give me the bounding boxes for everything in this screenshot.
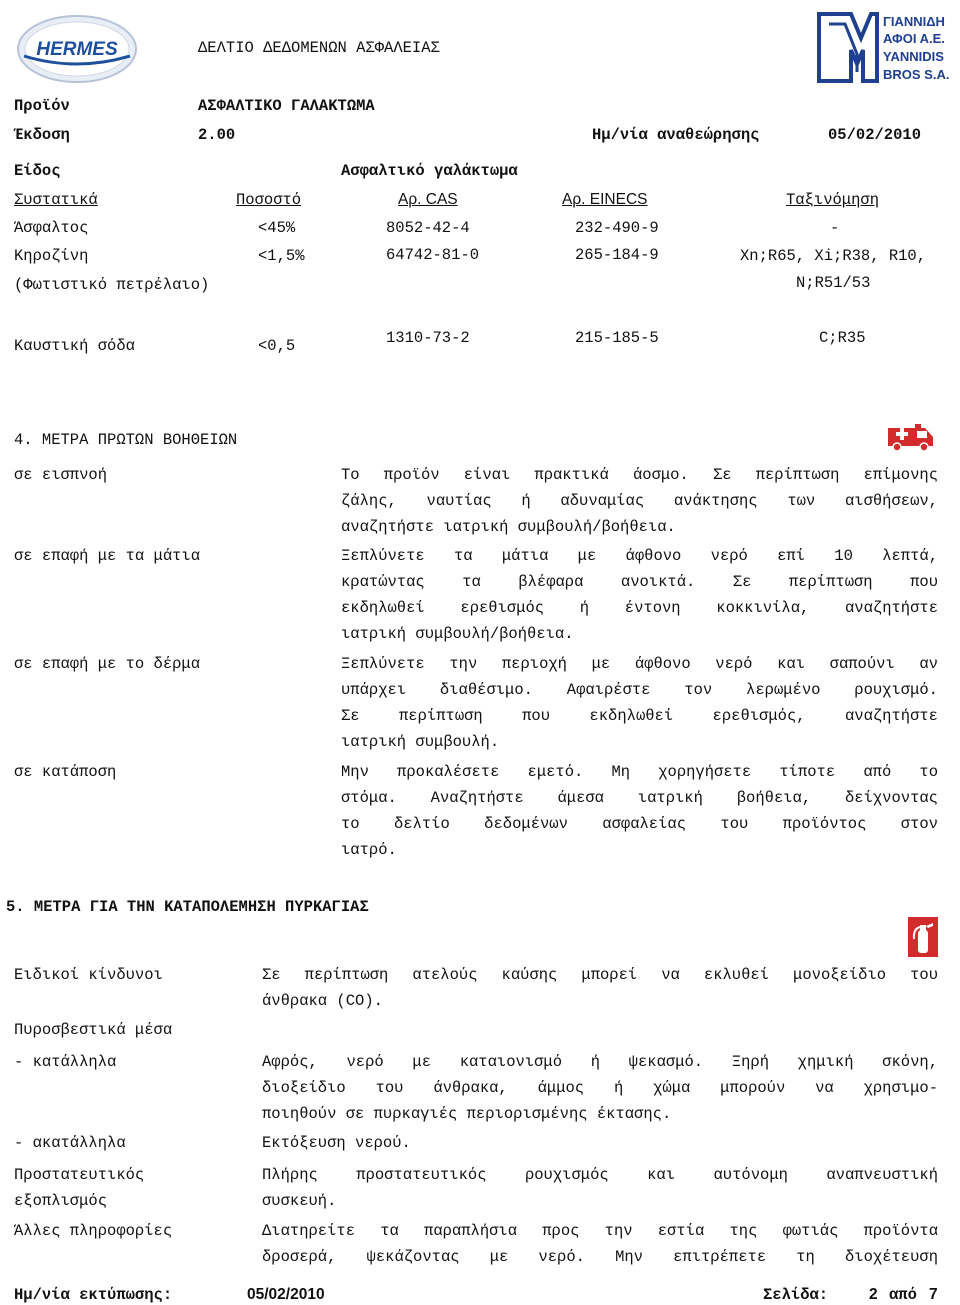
- svg-text:ΑΦΟΙ Α.Ε.: ΑΦΟΙ Α.Ε.: [883, 31, 945, 46]
- yannidis-logo: [815, 10, 955, 85]
- revision-date-label: Ημ/νία αναθεώρησης: [592, 126, 760, 144]
- protective-equipment-text: Πλήρης προστατευτικός ρουχισμός και αυτόνομη αναπνευστική συσκευή.: [262, 1166, 938, 1210]
- row-name: Κηροζίνη: [14, 247, 89, 265]
- first-aid-label-inhalation: σε εισπνοή: [14, 466, 108, 484]
- col-header-percent: Ποσοστό: [236, 191, 302, 209]
- row-classification: Xn;R65, Xi;R38, R10,: [740, 247, 927, 265]
- print-date-label: Ημ/νία εκτύπωσης:: [14, 1286, 173, 1304]
- other-info-label: Άλλες πληροφορίες: [14, 1222, 173, 1240]
- ambulance-icon: [885, 420, 937, 452]
- fire-extinguisher-icon: [908, 917, 938, 957]
- other-info-text: Διατηρείτε τα παραπλήσια προς την εστία της φωτιάς προϊόντα δροσερά, ψεκάζοντας με νερό. Μην επιτρέπετε τη διοχέτευση: [262, 1222, 938, 1266]
- row-percent: <1,5%: [258, 247, 305, 265]
- version-value: 2.00: [198, 126, 236, 144]
- row-cas: 64742-81-0: [386, 246, 480, 264]
- row-name-alt: (Φωτιστικό πετρέλαιο): [14, 276, 210, 294]
- first-aid-label-skin: σε επαφή με το δέρμα: [14, 655, 201, 673]
- row-classification: C;R35: [819, 329, 866, 347]
- row-einecs: 232-490-9: [575, 219, 659, 237]
- row-einecs: 215-185-5: [575, 329, 659, 347]
- row-classification: -: [830, 219, 840, 237]
- svg-text:ΓΙΑΝΝΙΔΗ: ΓΙΑΝΝΙΔΗ: [883, 14, 945, 29]
- section-4-title: 4. ΜΕΤΡΑ ΠΡΩΤΩΝ ΒΟΗΘΕΙΩΝ: [14, 431, 238, 449]
- col-header-classification: Ταξινόμηση: [786, 191, 880, 209]
- row-einecs: 265-184-9: [575, 246, 659, 264]
- protective-equipment-label: Προστατευτικός εξοπλισμός: [14, 1166, 145, 1210]
- row-classification-cont: N;R51/53: [796, 274, 871, 292]
- first-aid-text-eyes: Ξεπλύνετε τα μάτια με άφθονο νερό επί 10 λεπτά, κρατώντας τα βλέφαρα ανοικτά. Σε περίπτωση που εκδηλωθεί ερεθισμός ή έντονη κοκκινίλα, αναζητήστε ιατρική συμβουλή/βοήθεια.: [341, 547, 938, 643]
- print-date-value: 05/02/2010: [247, 1286, 325, 1303]
- extinguishing-media-label: Πυροσβεστικά μέσα: [14, 1021, 173, 1039]
- row-name: Άσφαλτος: [14, 219, 89, 237]
- row-percent: <0,5: [258, 337, 296, 355]
- page-label: Σελίδα:: [763, 1286, 829, 1304]
- type-label: Είδος: [14, 162, 61, 180]
- first-aid-text-inhalation: Το προϊόν είναι πρακτικά άοσμο. Σε περίπτωση επίμονης ζάλης, ναυτίας ή αδυναμίας ανάκτησης των αισθήσεων, αναζητήστε ιατρική συμβουλή/βοήθεια.: [341, 466, 938, 536]
- col-header-cas: Αρ. CAS: [398, 191, 458, 208]
- special-hazards-label: Ειδικοί κίνδυνοι: [14, 966, 163, 984]
- page-of-label: από: [889, 1286, 917, 1304]
- col-header-einecs: Αρ. EINECS: [562, 191, 648, 208]
- unsuitable-media-text: Εκτόξευση νερού.: [262, 1134, 411, 1152]
- page-total: 7: [929, 1286, 938, 1303]
- row-cas: 1310-73-2: [386, 329, 470, 347]
- suitable-media-label: - κατάλληλα: [14, 1053, 117, 1071]
- row-cas: 8052-42-4: [386, 219, 470, 237]
- first-aid-text-ingestion: Μην προκαλέσετε εμετό. Μη χορηγήσετε τίποτε από το στόμα. Αναζητήστε άμεσα ιατρική βοήθεια, δείχνοντας το δελτίο δεδομένων ασφαλείας του προϊόντος στον ιατρό.: [341, 763, 938, 859]
- hermes-logo: [16, 14, 138, 84]
- row-percent: <45%: [258, 219, 296, 237]
- product-label: Προϊόν: [14, 97, 70, 115]
- document-title: ΔΕΛΤΙΟ ΔΕΔΟΜΕΝΩΝ ΑΣΦΑΛΕΙΑΣ: [198, 39, 440, 57]
- svg-text:YANNIDIS: YANNIDIS: [883, 49, 944, 64]
- revision-date-value: 05/02/2010: [828, 126, 922, 144]
- section-5-title: 5. ΜΕΤΡΑ ΓΙΑ ΤΗΝ ΚΑΤΑΠΟΛΕΜΗΣΗ ΠΥΡΚΑΓΙΑΣ: [6, 898, 369, 916]
- suitable-media-text: Αφρός, νερό με καταιονισμό ή ψεκασμό. Ξηρή χημική σκόνη, διοξείδιο του άνθρακα, άμμος ή χώμα μπορούν να χρησιμο- ποιηθούν σε πυρκαγιές περιορισμένης έκτασης.: [262, 1053, 938, 1123]
- svg-text:BROS S.A.: BROS S.A.: [883, 67, 950, 82]
- first-aid-label-ingestion: σε κατάποση: [14, 763, 117, 781]
- type-value: Ασφαλτικό γαλάκτωμα: [341, 162, 518, 180]
- version-label: Έκδοση: [14, 126, 70, 144]
- first-aid-label-eyes: σε επαφή με τα μάτια: [14, 547, 201, 565]
- unsuitable-media-label: - ακατάλληλα: [14, 1134, 126, 1152]
- page-current: 2: [869, 1286, 878, 1303]
- row-name: Καυστική σόδα: [14, 337, 135, 355]
- first-aid-text-skin: Ξεπλύνετε την περιοχή με άφθονο νερό και σαπούνι αν υπάρχει διαθέσιμο. Αφαιρέστε τον λερωμένο ρουχισμό. Σε περίπτωση που εκδηλωθεί ερεθισμός, αναζητήστε ιατρική συμβουλή.: [341, 655, 938, 751]
- hermes-logo-text: HERMES: [36, 39, 118, 60]
- special-hazards-text: Σε περίπτωση ατελούς καύσης μπορεί να εκλυθεί μονοξείδιο του άνθρακα (CO).: [262, 966, 938, 1010]
- product-value: ΑΣΦΑΛΤΙΚΟ ΓΑΛΑΚΤΩΜΑ: [198, 97, 375, 115]
- col-header-components: Συστατικά: [14, 191, 98, 209]
